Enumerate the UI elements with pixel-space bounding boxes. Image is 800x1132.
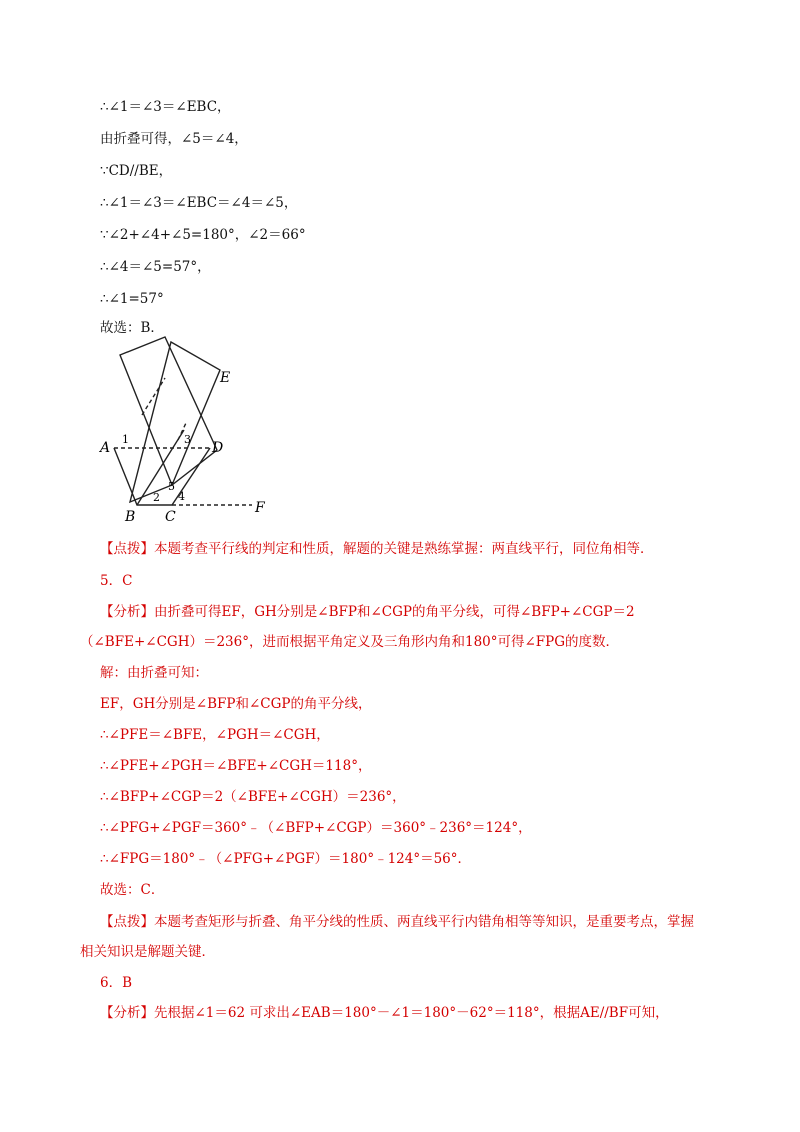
trapezoid-outline — [114, 448, 210, 505]
label-angle-1: 1 — [122, 433, 129, 446]
label-d: D — [212, 440, 224, 456]
q5-number: 5．C — [100, 573, 133, 589]
step-line-3: ∵CD//BE， — [100, 163, 173, 179]
q6-number: 6．B — [100, 975, 133, 991]
label-c: C — [165, 509, 176, 525]
label-angle-4: 4 — [178, 490, 185, 503]
q5-remark-line-1: 【点拨】本题考查矩形与折叠、角平分线的性质、两直线平行内错角相等等知识，是重要考点，掌握 — [100, 914, 694, 930]
q5-solution-line-4: ∴∠BFP+∠CGP＝2（∠BFE+∠CGH）＝236°， — [100, 789, 406, 805]
q5-solution-line-1: EF，GH分别是∠BFP和∠CGP的角平分线， — [100, 696, 372, 712]
label-f: F — [255, 500, 265, 516]
q6-analysis: 【分析】先根据∠1＝62 可求出∠EAB＝180°－∠1＝180°－62°＝118°，根据AE//BF可知， — [100, 1005, 669, 1021]
step-line-5: ∵∠2+∠4+∠5=180°，∠2＝66° — [100, 227, 306, 243]
figure-lines — [114, 337, 252, 505]
q5-analysis-line-2: （∠BFE+∠CGH）＝236°，进而根据平角定义及三角形内角和180°可得∠FPG的度数． — [80, 634, 620, 650]
step-line-6: ∴∠4＝∠5=57°， — [100, 259, 211, 275]
label-b: B — [125, 509, 136, 525]
label-angle-2: 2 — [153, 491, 160, 504]
q5-remark-line-2: 相关知识是解题关键． — [80, 944, 215, 960]
q5-solution-line-2: ∴∠PFE＝∠BFE，∠PGH＝∠CGH， — [100, 727, 330, 743]
answer-line: 故选：B． — [100, 320, 164, 336]
q5-analysis-line-1: 【分析】由折叠可得EF，GH分别是∠BFP和∠CGP的角平分线，可得∠BFP+∠CGP＝2 — [100, 604, 635, 620]
label-a: A — [100, 440, 111, 456]
step-line-4: ∴∠1＝∠3＝∠EBC＝∠4＝∠5， — [100, 195, 298, 211]
step-line-1: ∴∠1＝∠3＝∠EBC， — [100, 99, 231, 115]
q5-solution-intro: 解：由折叠可知： — [100, 665, 208, 681]
q5-solution-line-3: ∴∠PFE+∠PGH＝∠BFE+∠CGH＝118°， — [100, 758, 372, 774]
q5-solution-line-5: ∴∠PFG+∠PGF＝360°﹣（∠BFP+∠CGP）＝360°﹣236°＝124°， — [100, 820, 532, 836]
q5-solution-line-6: ∴∠FPG＝180°﹣（∠PFG+∠PGF）＝180°﹣124°＝56°． — [100, 851, 472, 867]
remark-q4: 【点拨】本题考查平行线的判定和性质，解题的关键是熟练掌握：两直线平行，同位角相等． — [100, 541, 654, 557]
label-angle-5: 5 — [168, 480, 175, 493]
folding-figure — [92, 330, 282, 525]
rectangle-strip-2 — [130, 342, 220, 502]
label-angle-3: 3 — [184, 433, 191, 446]
step-line-2: 由折叠可得，∠5＝∠4， — [100, 131, 248, 147]
segment-be — [137, 430, 184, 505]
label-e: E — [220, 370, 231, 386]
step-line-7: ∴∠1=57° — [100, 291, 164, 307]
q5-choice: 故选：C． — [100, 882, 165, 898]
